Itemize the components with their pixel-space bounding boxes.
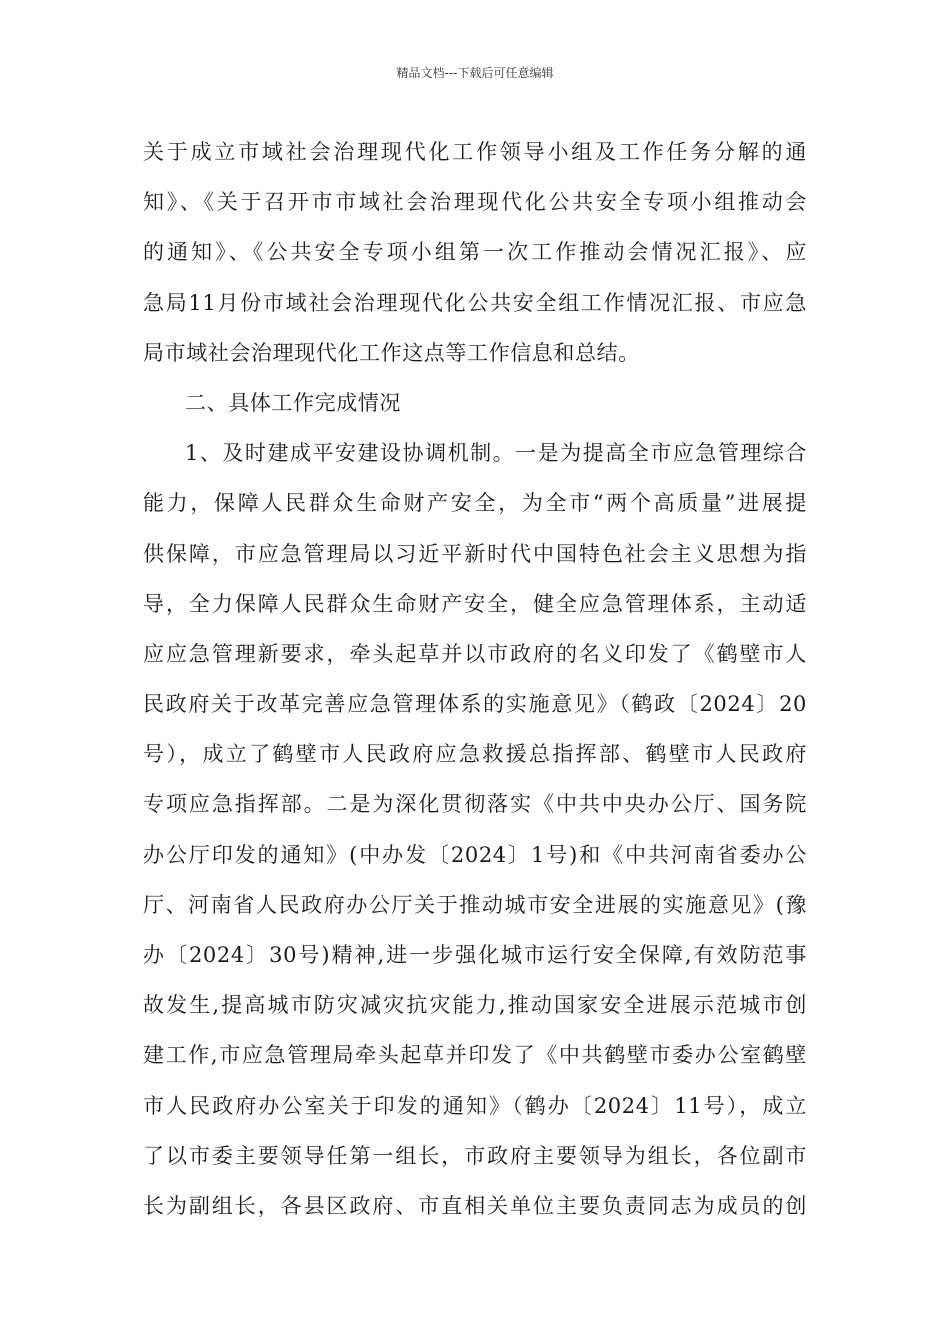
text-line: 建工作,市应急管理局牵头起草并印发了《中共鹤壁市委办公室鹤壁 xyxy=(143,1043,807,1068)
text-line: 导，全力保障人民群众生命财产安全，健全应急管理体系，主动适 xyxy=(143,591,807,616)
section-heading: 二、具体工作完成情况 xyxy=(185,390,401,415)
text-line: 1、及时建成平安建设协调机制。一是为提高全市应急管理综合 xyxy=(185,441,807,466)
text-line: 厅、河南省人民政府办公厅关于推动城市安全进展的实施意见》(豫 xyxy=(143,892,807,917)
text-line: 专项应急指挥部。二是为深化贯彻落实《中共中央办公厅、国务院 xyxy=(143,792,807,817)
text-line: 办〔2024〕30号)精神,进一步强化城市运行安全保障,有效防范事 xyxy=(143,943,807,967)
text-line: 知》、《关于召开市市域社会治理现代化公共安全专项小组推动会 xyxy=(143,190,807,215)
text-line: 的通知》、《公共安全专项小组第一次工作推动会情况汇报》、应 xyxy=(143,240,807,265)
text-line: 市人民政府办公室关于印发的通知》（鹤办〔2024〕11号），成立 xyxy=(143,1093,807,1118)
text-line: 故发生,提高城市防灾减灾抗灾能力,推动国家安全进展示范城市创 xyxy=(143,993,807,1018)
text-line: 办公厅印发的通知》(中办发〔2024〕1号)和《中共河南省委办公 xyxy=(143,842,807,867)
text-line: 供保障，市应急管理局以习近平新时代中国特色社会主义思想为指 xyxy=(143,541,807,566)
text-line: 号），成立了鹤壁市人民政府应急救援总指挥部、鹤壁市人民政府 xyxy=(143,742,807,767)
text-line: 能力，保障人民群众生命财产安全，为全市“两个高质量”进展提 xyxy=(143,491,807,516)
text-line: 关于成立市域社会治理现代化工作领导小组及工作任务分解的通 xyxy=(143,140,807,164)
text-line: 民政府关于改革完善应急管理体系的实施意见》（鹤政〔2024〕20 xyxy=(143,692,807,717)
text-line: 应应急管理新要求，牵头起草并以市政府的名义印发了《鹤壁市人 xyxy=(143,641,807,666)
text-line: 急局11月份市域社会治理现代化公共安全组工作情况汇报、市应急 xyxy=(143,290,807,315)
page-header: 精品文档---下载后可任意编辑 xyxy=(396,66,554,80)
text-line: 长为副组长，各县区政府、市直相关单位主要负责同志为成员的创 xyxy=(143,1193,807,1218)
text-line: 局市域社会治理现代化工作这点等工作信息和总结。 xyxy=(143,340,640,365)
text-line: 了以市委主要领导任第一组长，市政府主要领导为组长，各位副市 xyxy=(143,1143,807,1168)
document-body xyxy=(143,127,807,1231)
